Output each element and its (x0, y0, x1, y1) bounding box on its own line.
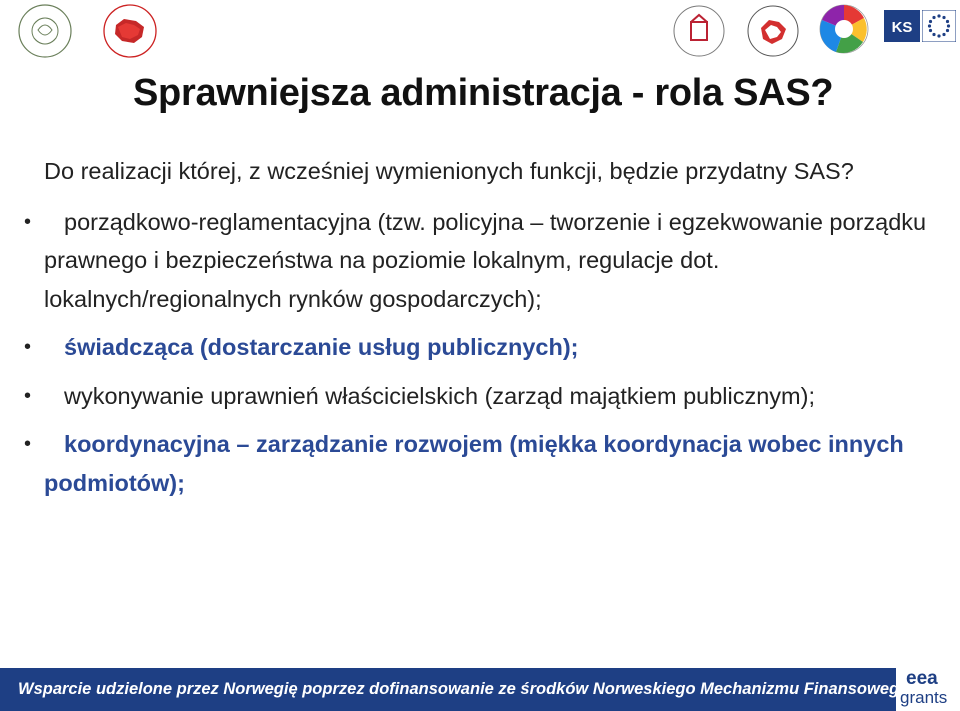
list-item-text: koordynacyjna – zarządzanie rozwojem (miękka koordynacja wobec innych podmiotów); (44, 431, 904, 496)
ks-logo (884, 10, 920, 42)
svg-text:eea: eea (906, 668, 938, 689)
logo-bar (0, 0, 960, 64)
list-item-text: świadcząca (dostarczanie usług publicznych); (64, 334, 579, 360)
svg-text:KS: KS (891, 19, 913, 36)
list-item (44, 328, 939, 367)
zwiazek-miast-polskich-logo (666, 2, 732, 60)
list-item-text: porządkowo-reglamentacyjna (tzw. policyjna – tworzenie i egzekwowanie porządku prawnego i bezpieczeństwa na poziomie lokalnym, regulacje dot. lokalnych/regionalnych rynków gospodarczych); (44, 208, 927, 312)
list-item (44, 203, 939, 319)
colorful-circle-logo (814, 2, 874, 60)
eea-grants-logo (898, 664, 960, 711)
list-item (44, 377, 939, 416)
list-item (44, 425, 939, 502)
samorzad-terytorialny-logo (100, 3, 160, 59)
svg-text:grants: grants (900, 688, 948, 707)
intro-text: Do realizacji której, z wcześniej wymienionych funkcji, będzie przydatny SAS? (44, 158, 854, 184)
slide-content (44, 152, 939, 512)
footer-band (0, 668, 910, 711)
slide-title: Sprawniejsza administracja - rola SAS? (133, 72, 834, 114)
footer-text: Wsparcie udzielone przez Norwegię poprzez dofinansowanie ze środków Norweskiego Mechanizmu Finansowego (18, 680, 910, 698)
zwiazek-powiatow-polskich-logo (742, 2, 804, 60)
list-item-text: wykonywanie uprawnień właścicielskich (zarząd majątkiem publicznym); (64, 382, 815, 409)
system-analiz-samorzadowych-logo (14, 2, 76, 60)
eu-stars-logo (922, 10, 956, 42)
